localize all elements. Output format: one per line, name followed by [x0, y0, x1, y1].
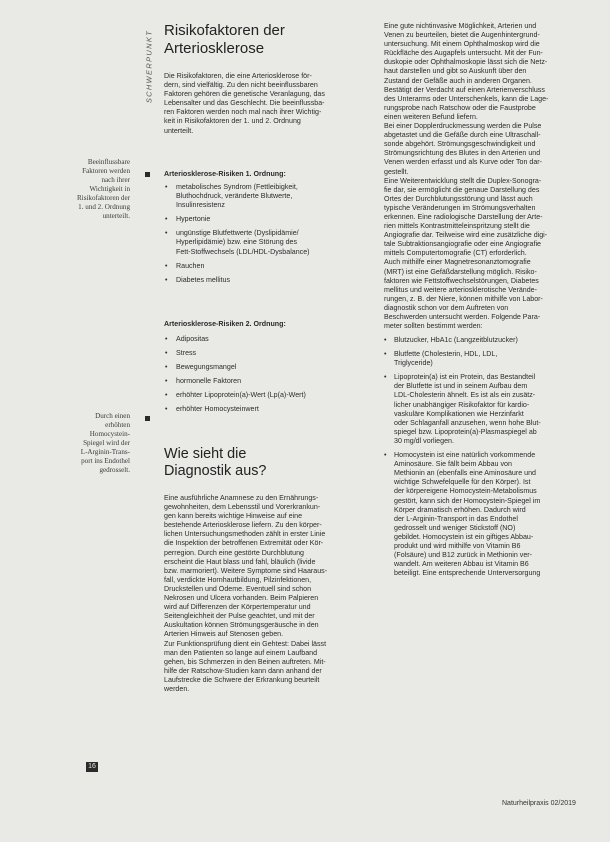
margin-note: Durch einen erhöhten Homocystein- Spiegel wird der L-Arginin-Trans- port ins Endothel gedrosselt. [80, 412, 130, 474]
diagnostics-paragraph: Eine ausführliche Anamnese zu den Ernährungs- gewohnheiten, dem Lebensstil und Vorerkrankun- gen kann bereits wichtige Hinweise auf eine bestehende Arteriosklerose liefern. Zu den körper- lichen Untersuchungsmethoden zählt in erster Linie die Inspektion der betroffenen Extremität oder Kör- perregion. Durch eine gestörte Durchblutung erscheint die Haut blass und fahl, bläulich (livide bzw. marmoriert). Weitere Symptome sind Haaraus- fall, verdickte Hornhautbildung, Pilzinfektionen, Druckstellen und Ödeme. Eventuell sind schon Nekrosen und Ulcera vorhanden. Beim Palpieren wird auf Differenzen der Körpertemperatur und Seitengleichheit der Pulse geachtet, und mit der Auskultation können Strömungsgeräusche in den Arterien Hinweis auf Stenosen geben. Zur Funktionsprüfung dient ein Gehtest: Dabei lässt man den Patienten so lange auf einem Laufband gehen, bis Schmerzen in den Beinen auftreten. Mit- hilfe der Ratschow-Studien kann dann anhand der Laufstrecke die Schwere der Erkrankung beurteilt werden. [164, 494, 328, 693]
list-item: • Blutzucker, HbA1c (Langzeitblutzucker) [384, 336, 518, 344]
margin-marker [145, 416, 150, 421]
article-title: Risikofaktoren der Arteriosklerose [164, 22, 285, 57]
lab-parameter-list [384, 336, 596, 583]
intro-paragraph: Die Risikofaktoren, die eine Arteriosklerose för- dern, sind vielfältig. Zu den nicht beeinflussbaren Faktoren gehören die genetische Veranlagung, das Lebensalter und das Geschlecht. Die beeinflussba- ren Faktoren werden noch mal nach ihrer Wichtig- keit in Risikofaktoren der 1. und 2. Ordnung unterteilt. [164, 72, 325, 135]
risk1-heading: Arteriosklerose-Risiken 1. Ordnung: [164, 170, 286, 178]
list-item: • Adipositas [165, 335, 209, 343]
list-item: • Lipoprotein(a) ist ein Protein, das Bestandteil der Blutfette ist und in seinem Aufbau dem LDL-Cholesterin ähnelt. Es ist als ein zusätz- licher unabhängiger Risikofaktor für kardio- vaskuläre Komplikationen wie Herzinfarkt oder Schlaganfall anzusehen, wenn hohe Blut- spiegel bzw. Lipoprotein(a)-Plasmaspiegel ab 30 mg/dl vorliegen. [384, 373, 541, 445]
list-item: • Diabetes mellitus [165, 275, 231, 284]
list-item: • Bewegungsmangel [165, 363, 237, 372]
list-item: • erhöhter Homocysteinwert [165, 405, 259, 414]
list-item: • Hypertonie [165, 215, 211, 224]
list-item: • metabolisches Syndrom (Fettleibigkeit, Bluthochdruck, veränderte Blutwerte, Insulinresistenz [165, 183, 298, 210]
list-item: • ungünstige Blutfettwerte (Dyslipidämie/ Hyperlipidämie) bzw. eine Störung des Fett-Stoffwechsels (LDL/HDL-Dysbalance) [165, 229, 310, 256]
risk2-list [164, 335, 369, 420]
footer: Naturheilpraxis 02/2019 [502, 800, 576, 807]
section-label: SCHWERPUNKT [144, 29, 154, 104]
list-item: • Stress [165, 349, 197, 358]
risk2-heading: Arteriosklerose-Risiken 2. Ordnung: [164, 320, 286, 328]
column-three-text: Eine gute nichtinvasive Möglichkeit, Arterien und Venen zu beurteilen, bietet die Augenhintergrund- untersuchung. Mit einem Ophthalmoskop wird die Rückfläche des Augapfels untersucht. Mit der Fun- duskopie oder Ophthalmoskopie lässt sich die Netz- haut darstellen und gibt so Auskunft über den Zustand der Gefäße auch in anderen Organen. Bestätigt der Verdacht auf einen Arterienverschluss des Unterarms oder Unterschenkels, kann die Lage- rungsprobe nach Ratschow oder die Faustprobe einen weiteren Befund liefern. Bei einer Dopplerdruckmessung werden die Pulse abgetastet und die Gefäße durch eine Ultraschall- sonde abgehört. Strömungsgeschwindigkeit und Strömungsrichtung des Blutes in den Arterien und Venen werden erfasst und als Kurve oder Ton dar- gestellt. Eine Weiterentwicklung stellt die Duplex-Sonogra- fie dar, sie ermöglicht die genaue Darstellung des Ortes der Durchblutungsstörung und lässt auch typische Veränderungen im Strömungsverhalten erkennen. Eine radiologische Darstellung der Arte- rien mittels Kontrastmitteleinspritzung stellt die Angiografie dar. Teilweise wird eine zusätzliche digi- tale Subtraktionsangiografie oder eine Angiografie mittels Computertomografie (CT) erforderlich. Auch mithilfe einer Magnetresonanztomografie (MRT) ist eine Gefäßdarstellung möglich. Risiko- faktoren wie Fettstoffwechselstörungen, Diabetes mellitus und weitere arteriosklerotische Verände- rungen, z. B. der Niere, können mithilfe von Labor- diagnostik schon vor dem Auftreten von Beschwerden untersucht werden. Folgende Para- meter sollten bestimmt werden: [384, 22, 549, 331]
page-number: 16 [86, 762, 98, 772]
margin-marker [145, 172, 150, 177]
list-item: • erhöhter Lipoprotein(a)-Wert (Lp(a)-Wert) [165, 391, 306, 400]
margin-note: Beeinflussbare Faktoren werden nach ihrer Wichtigkeit in Risikofaktoren der 1. und 2. Ordnung unterteilt. [77, 158, 130, 220]
list-item: • Blutfette (Cholesterin, HDL, LDL, Triglyceride) [384, 350, 498, 368]
section-heading: Wie sieht die Diagnostik aus? [164, 446, 267, 479]
list-item: • Homocystein ist eine natürlich vorkommende Aminosäure. Sie fällt beim Abbau von Methionin an (ebenfalls eine Aminosäure und wichtige Schwefelquelle für den Körper). Ist der körpereigene Homocystein-Metabolismus gestört, kann sich der Homocystein-Spiegel im Körper dramatisch erhöhen. Dadurch wird der L-Arginin-Transport in das Endothel gedrosselt und weniger Stickstoff (NO) gebildet. Homocystein ist ein giftiges Abbau- produkt und wird mithilfe von Vitamin B6 (Folsäure) und B12 zurück in Methionin ver- wandelt. Am weiteren Abbau ist Vitamin B6 beteiligt. Eine entsprechende Unterversorgung [384, 451, 541, 578]
list-item: • Rauchen [165, 261, 205, 270]
list-item: • hormonelle Faktoren [165, 377, 242, 386]
risk1-list [164, 183, 369, 290]
